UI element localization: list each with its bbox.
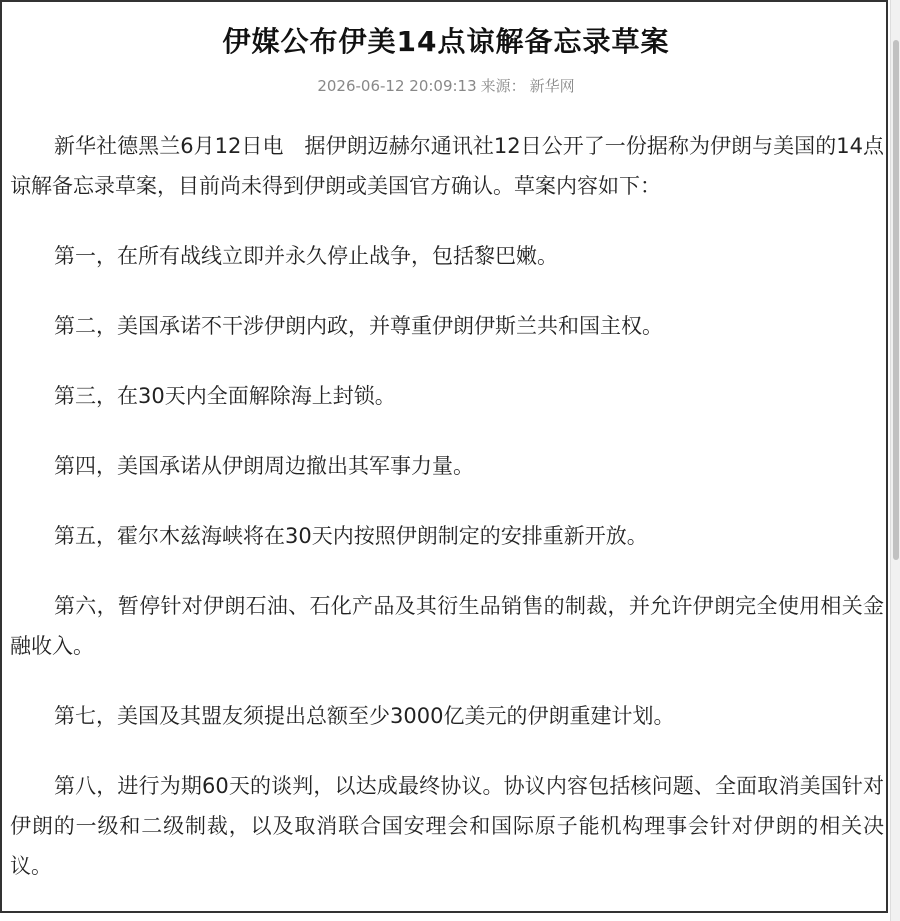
paragraph-point-5: 第五，霍尔木兹海峡将在30天内按照伊朗制定的安排重新开放。 — [54, 524, 648, 548]
vertical-scrollbar[interactable] — [890, 0, 900, 921]
paragraph-point-3: 第三，在30天内全面解除海上封锁。 — [54, 384, 396, 408]
paragraph-intro: 新华社德黑兰6月12日电 据伊朗迈赫尔通讯社12日公开了一份据称为伊朗与美国的14点谅解备忘录草案，目前尚未得到伊朗或美国官方确认。草案内容如下： — [10, 134, 884, 198]
paragraph-point-2: 第二，美国承诺不干涉伊朗内政，并尊重伊朗伊斯兰共和国主权。 — [54, 314, 663, 338]
source-label: 来源： — [480, 77, 526, 95]
article-title: 伊媒公布伊美14点谅解备忘录草案 — [222, 25, 670, 58]
paragraph-point-1: 第一，在所有战线立即并永久停止战争，包括黎巴嫩。 — [54, 244, 558, 268]
paragraph-point-7: 第七，美国及其盟友须提出总额至少3000亿美元的伊朗重建计划。 — [54, 704, 675, 728]
article-meta — [2, 74, 890, 98]
source-name: 新华网 — [529, 77, 575, 95]
paragraph-point-6: 第六，暂停针对伊朗石油、石化产品及其衍生品销售的制裁，并允许伊朗完全使用相关金融收入。 — [10, 594, 884, 658]
paragraph-point-4: 第四，美国承诺从伊朗周边撤出其军事力量。 — [54, 454, 474, 478]
scrollbar-thumb[interactable] — [893, 40, 899, 560]
article-body — [10, 126, 884, 916]
paragraph-point-8: 第八，进行为期60天的谈判，以达成最终协议。协议内容包括核问题、全面取消美国针对伊朗的一级和二级制裁，以及取消联合国安理会和国际原子能机构理事会针对伊朗的相关决议。 — [10, 774, 884, 878]
publish-datetime: 2026-06-12 20:09:13 — [317, 77, 477, 95]
